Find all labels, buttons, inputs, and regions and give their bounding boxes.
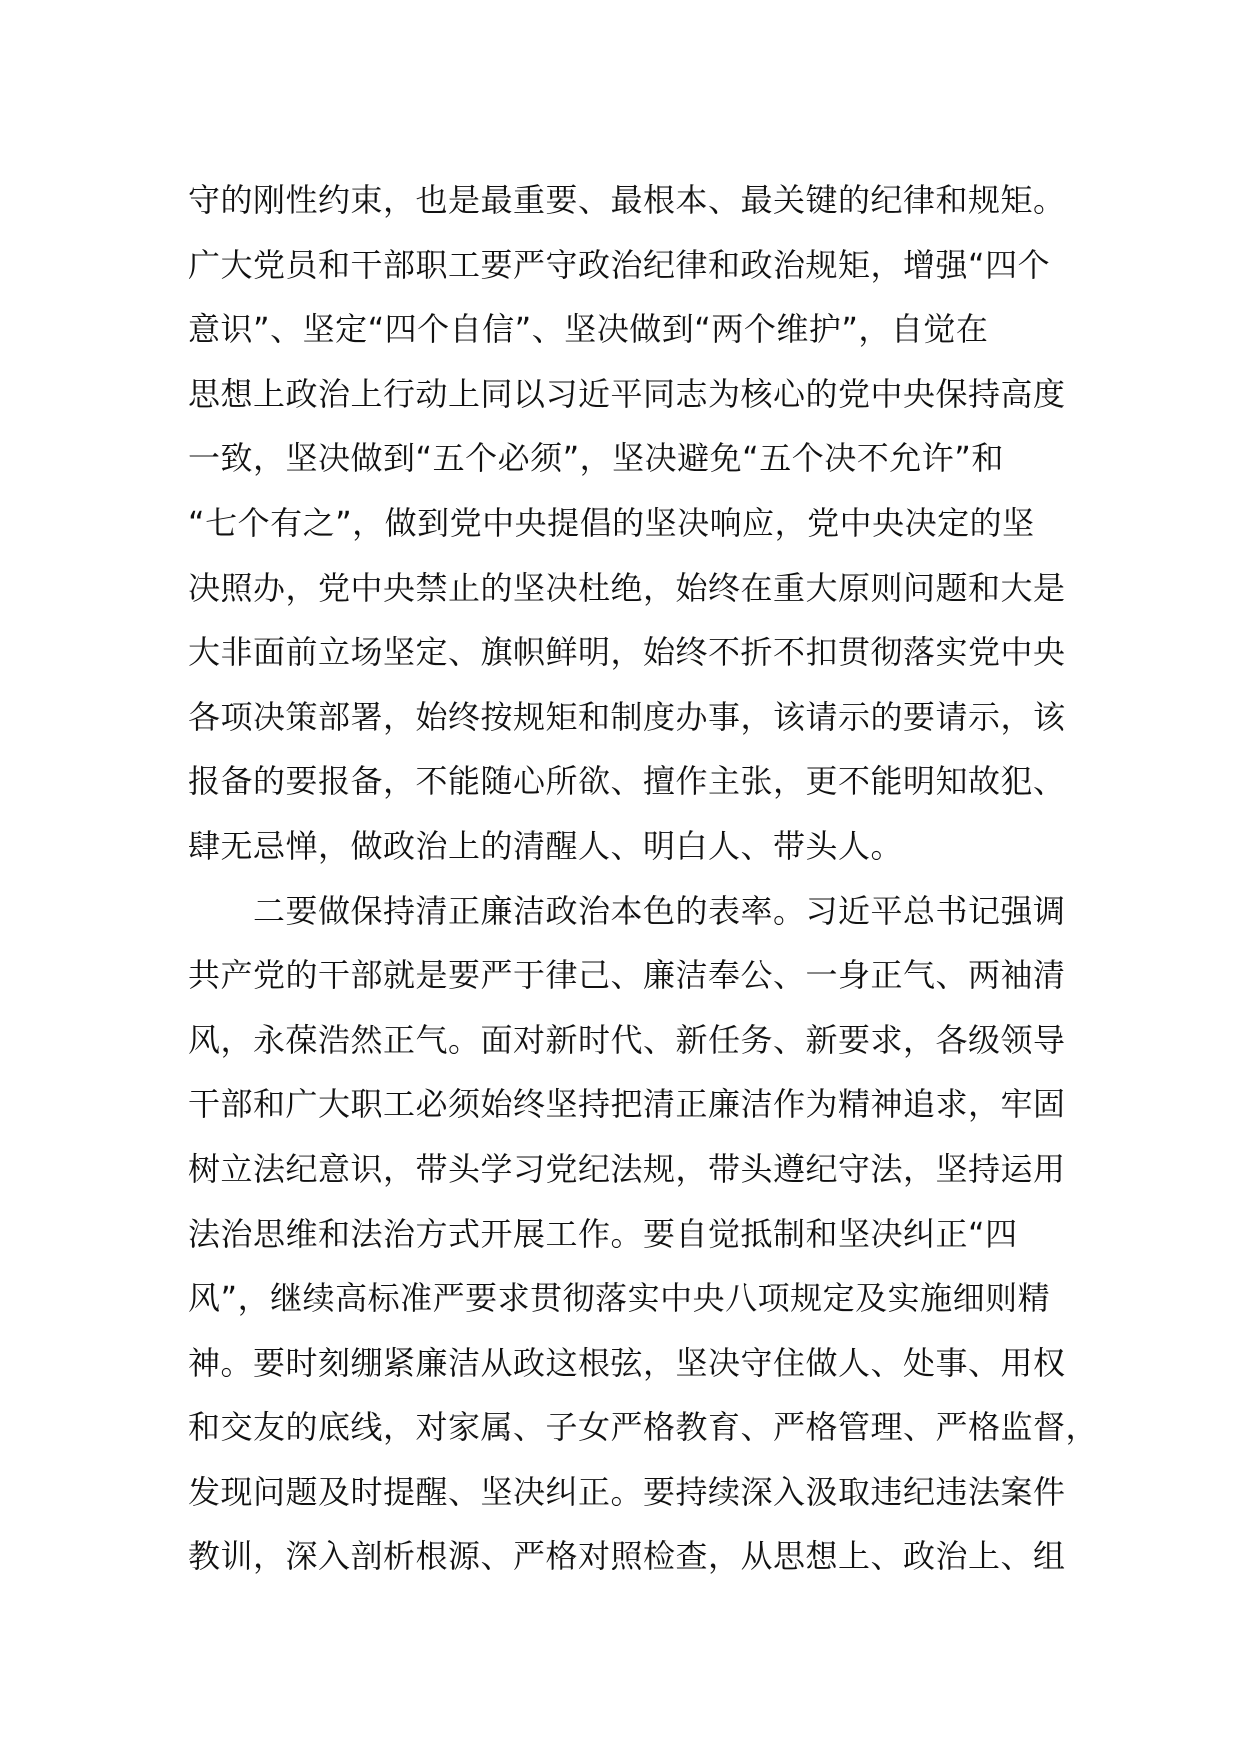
- text-line: 和交友的底线，对家属、子女严格教育、严格管理、严格监督，: [188, 1408, 1099, 1447]
- text-line: 风，永葆浩然正气。面对新时代、新任务、新要求，各级领导: [188, 1020, 1066, 1059]
- text-line: 树立法纪意识，带头学习党纪法规，带头遵纪守法，坚持运用: [188, 1149, 1066, 1188]
- body-text: [188, 168, 1099, 1589]
- text-line: 法治思维和法治方式开展工作。要自觉抵制和坚决纠正“四: [188, 1214, 1018, 1253]
- text-line: 神。要时刻绷紧廉洁从政这根弦，坚决守住做人、处事、用权: [188, 1343, 1066, 1382]
- text-line: 风”，继续高标准严要求贯彻落实中央八项规定及实施细则精: [188, 1279, 1051, 1318]
- text-line: “七个有之”，做到党中央提倡的坚决响应，党中央决定的坚: [188, 503, 1035, 542]
- text-line: 发现问题及时提醒、坚决纠正。要持续深入汲取违纪违法案件: [188, 1472, 1066, 1511]
- text-line: 决照办，党中央禁止的坚决杜绝，始终在重大原则问题和大是: [188, 568, 1066, 607]
- text-line: 意识”、坚定“四个自信”、坚决做到“两个维护”，自觉在: [188, 310, 989, 349]
- text-line: 各项决策部署，始终按规矩和制度办事，该请示的要请示，该: [188, 697, 1066, 736]
- paragraph-start-line: 二要做保持清正廉洁政治本色的表率。习近平总书记强调: [188, 891, 1066, 930]
- text-line: 干部和广大职工必须始终坚持把清正廉洁作为精神追求，牢固: [188, 1085, 1066, 1124]
- text-line: 广大党员和干部职工要严守政治纪律和政治规矩，增强“四个: [188, 245, 1051, 284]
- text-line: 肆无忌惮，做政治上的清醒人、明白人、带头人。: [188, 826, 904, 865]
- text-line: 守的刚性约束，也是最重要、最根本、最关键的纪律和规矩。: [188, 181, 1066, 219]
- text-line: 报备的要报备，不能随心所欲、擅作主张，更不能明知故犯、: [188, 762, 1066, 801]
- text-line: 共产党的干部就是要严于律己、廉洁奉公、一身正气、两袖清: [188, 956, 1066, 995]
- text-line: 思想上政治上行动上同以习近平同志为核心的党中央保持高度: [188, 374, 1066, 413]
- text-line: 大非面前立场坚定、旗帜鲜明，始终不折不扣贯彻落实党中央: [188, 633, 1066, 672]
- text-line: 一致，坚决做到“五个必须”，坚决避免“五个决不允许”和: [188, 439, 1004, 478]
- text-line: 教训，深入剖析根源、严格对照检查，从思想上、政治上、组: [188, 1537, 1066, 1576]
